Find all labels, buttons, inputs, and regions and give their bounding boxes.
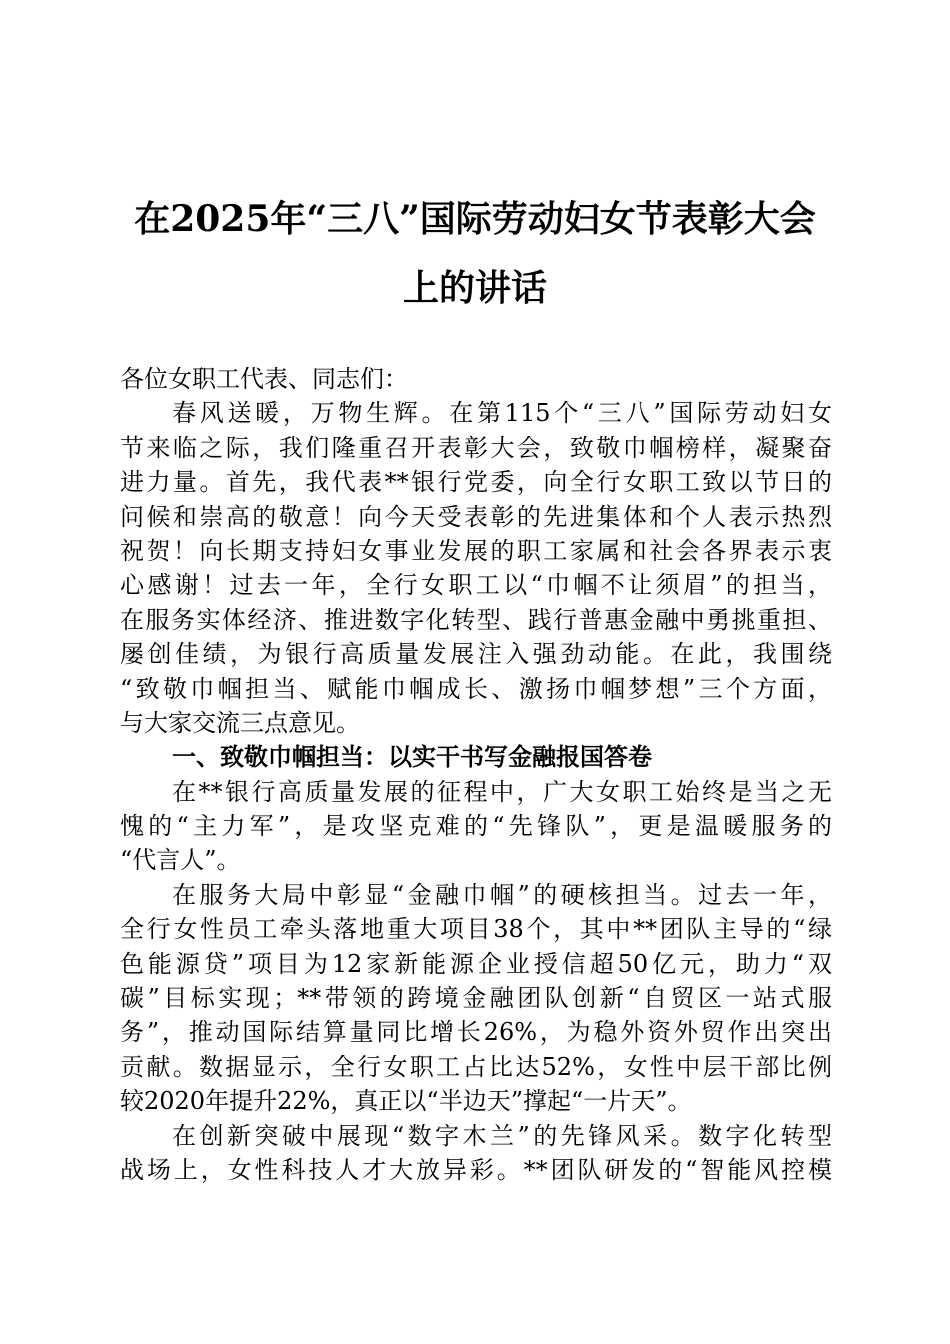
speech-title-line-2: 上的讲话 [402, 267, 547, 309]
paragraph-line: 在服务实体经济、推进数字化转型、践行普惠金融中勇挑重担、 [120, 605, 832, 634]
paragraph-line: 战场上，女性科技人才大放异彩。**团队研发的“智能风控模 [120, 1155, 832, 1184]
section-heading-1: 一、致敬巾帼担当：以实干书写金融报国答卷 [172, 743, 652, 772]
paragraph-line: 贡献。数据显示，全行女职工占比达52%，女性中层干部比例 [120, 1052, 832, 1081]
paragraph-line: 问候和崇高的敬意！向今天受表彰的先进集体和个人表示热烈 [120, 502, 832, 531]
paragraph-line: 在**银行高质量发展的征程中，广大女职工始终是当之无 [172, 777, 832, 806]
paragraph-line: 在创新突破中展现“数字木兰”的先锋风采。数字化转型 [172, 1121, 832, 1150]
paragraph-line: 在服务大局中彰显“金融巾帼”的硬核担当。过去一年， [172, 880, 832, 909]
paragraph-line: 色能源贷”项目为12家新能源企业授信超50亿元，助力“双 [120, 949, 832, 978]
paragraph-line: 春风送暖，万物生辉。在第115个“三八”国际劳动妇女 [172, 399, 832, 428]
paragraph-line: “致敬巾帼担当、赋能巾帼成长、激扬巾帼梦想”三个方面， [120, 674, 832, 703]
salutation: 各位女职工代表、同志们： [120, 365, 408, 393]
speech-title-line-1: 在2025年“三八”国际劳动妇女节表彰大会 [134, 198, 816, 240]
paragraph-line: 务”，推动国际结算量同比增长26%，为稳外资外贸作出突出 [120, 1018, 832, 1047]
paragraph-line: 心感谢！过去一年，全行女职工以“巾帼不让须眉”的担当， [120, 571, 832, 600]
paragraph-line: 与大家交流三点意见。 [120, 708, 360, 737]
paragraph-line: 屡创佳绩，为银行高质量发展注入强劲动能。在此，我围绕 [120, 640, 832, 669]
speech-body [120, 362, 832, 1187]
paragraph-line: 全行女性员工牵头落地重大项目38个，其中**团队主导的“绿 [120, 915, 832, 944]
paragraph-line: “代言人”。 [120, 846, 241, 875]
paragraph-line: 进力量。首先，我代表**银行党委，向全行女职工致以节日的 [120, 468, 832, 497]
paragraph-line: 较2020年提升22%，真正以“半边天”撑起“一片天”。 [120, 1087, 692, 1116]
paragraph-line: 节来临之际，我们隆重召开表彰大会，致敬巾帼榜样，凝聚奋 [120, 433, 832, 462]
paragraph-line: 愧的“主力军”，是攻坚克难的“先锋队”，更是温暖服务的 [120, 812, 832, 841]
paragraph-line: 碳”目标实现；**带领的跨境金融团队创新“自贸区一站式服 [120, 984, 832, 1013]
paragraph-line: 祝贺！向长期支持妇女事业发展的职工家属和社会各界表示衷 [120, 536, 832, 565]
